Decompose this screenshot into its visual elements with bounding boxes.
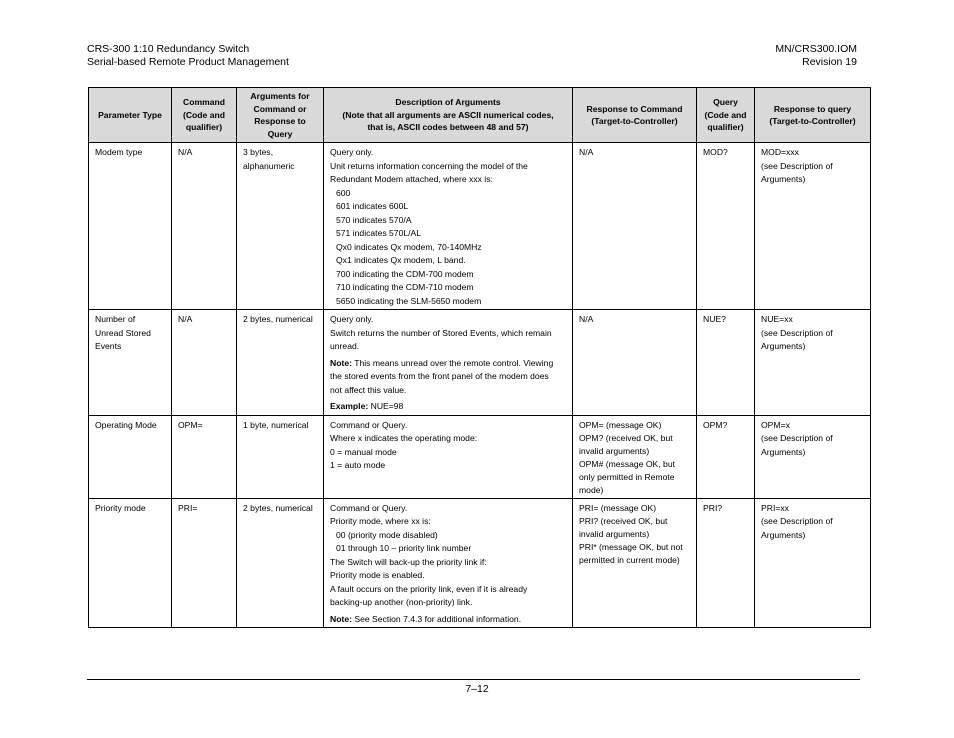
header-command: Command (Code and qualifier)	[172, 88, 237, 143]
cell-parameter: Operating Mode	[89, 415, 172, 498]
doc-number: MN/CRS300.IOM	[775, 43, 857, 55]
cell-command: N/A	[172, 310, 237, 416]
command-table	[88, 87, 871, 628]
cell-command: PRI=	[172, 498, 237, 628]
cell-query-response: PRI=xx (see Description of Arguments)	[755, 498, 871, 628]
cell-response: N/A	[573, 310, 697, 416]
example-text: NUE=98	[368, 401, 404, 411]
table-row	[89, 310, 871, 416]
cell-query: MOD?	[697, 143, 755, 310]
table-row	[89, 143, 871, 310]
note-label: Note:	[330, 357, 352, 368]
cell-parameter: Modem type	[89, 143, 172, 310]
document-header-right	[775, 43, 857, 69]
header-response-to-query: Response to query (Target-to-Controller)	[755, 88, 871, 143]
doc-subtitle: Serial-based Remote Product Management	[87, 56, 289, 68]
cell-query-response: OPM=x (see Description of Arguments)	[755, 415, 871, 498]
cell-response: OPM= (message OK) OPM? (received OK, but invalid arguments) OPM# (message OK, but only permitted in Remote mode)	[573, 415, 697, 498]
cell-response: PRI= (message OK) PRI? (received OK, but invalid arguments) PRI* (message OK, but not permitted in current mode)	[573, 498, 697, 628]
cell-description: Query only. Switch returns the number of Stored Events, which remain unread. Note: This means unread over the remote control. Viewing the stored events from the front panel of the modem does not affect this value. Example: NUE=98	[324, 310, 573, 416]
table-row	[89, 498, 871, 628]
header-arguments: Arguments for Command or Response to Query	[237, 88, 324, 143]
header-parameter-type: Parameter Type	[89, 88, 172, 143]
cell-arguments: 2 bytes, numerical	[237, 498, 324, 628]
header-response-to-command: Response to Command (Target-to-Controller)	[573, 88, 697, 143]
cell-response: N/A	[573, 143, 697, 310]
cell-parameter: Number of Unread Stored Events	[89, 310, 172, 416]
document-header-left	[87, 43, 289, 69]
cell-query-response: MOD=xxx (see Description of Arguments)	[755, 143, 871, 310]
cell-description: Command or Query. Priority mode, where xx is: 00 (priority mode disabled) 01 through 10 – priority link number The Switch will back-up the priority link if: Priority mode is enabled. A fault occurs on the priority link, even if it is already backing-up another (non-priority) link. Note: See Section 7.4.3 for additional information.	[324, 498, 573, 628]
note-text: See Section 7.4.3 for additional information.	[351, 613, 522, 624]
cell-description: Command or Query. Where x indicates the operating mode: 0 = manual mode 1 = auto mode	[324, 415, 573, 498]
table-row	[89, 415, 871, 498]
cell-parameter: Priority mode	[89, 498, 172, 628]
note-label: Note:	[330, 613, 352, 624]
cell-query: OPM?	[697, 415, 755, 498]
cell-command: OPM=	[172, 415, 237, 498]
table-header-row	[89, 88, 871, 143]
cell-query: PRI?	[697, 498, 755, 628]
cell-arguments: 3 bytes, alphanumeric	[237, 143, 324, 310]
cell-description: Query only. Unit returns information concerning the model of the Redundant Modem attached, where xxx is: 600 601 indicates 600L 570 indicates 570/A 571 indicates 570L/AL Qx0 indicates Qx modem, 70-140MHz Qx1 indicates Qx modem, L band. 700 indicating the CDM-700 modem 710 indicating the CDM-710 modem 5650 indicating the SLM-5650 modem	[324, 143, 573, 310]
note-text: This means unread over the remote control. Viewing	[351, 357, 554, 368]
cell-query: NUE?	[697, 310, 755, 416]
example-label: Example:	[330, 401, 369, 411]
header-query: Query (Code and qualifier)	[697, 88, 755, 143]
cell-arguments: 1 byte, numerical	[237, 415, 324, 498]
cell-query-response: NUE=xx (see Description of Arguments)	[755, 310, 871, 416]
page-number: 7–12	[465, 683, 489, 695]
doc-revision: Revision 19	[802, 56, 857, 68]
doc-title: CRS-300 1:10 Redundancy Switch	[87, 43, 250, 55]
header-description: Description of Arguments (Note that all arguments are ASCII numerical codes, that is, ASCII codes between 48 and 57)	[324, 88, 573, 143]
cell-arguments: 2 bytes, numerical	[237, 310, 324, 416]
footer-divider	[87, 679, 860, 680]
cell-command: N/A	[172, 143, 237, 310]
